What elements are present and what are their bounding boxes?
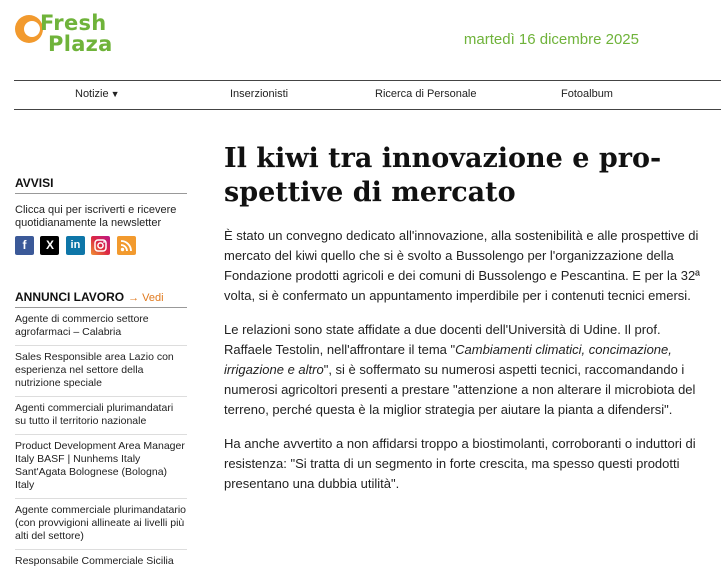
job-item[interactable]: Responsabile Commerciale Sicilia [15,555,174,567]
freshplaza-logo[interactable] [14,12,126,62]
jobs-more-link[interactable]: → Vedi [128,292,164,304]
jobs-heading [15,290,187,308]
social-links [15,236,187,256]
caret-down-icon: ▼ [110,89,120,99]
article [224,142,704,494]
site-header [0,0,721,78]
jobs-heading-label: ANNUNCI LAVORO [15,290,125,304]
job-item[interactable]: Sales Responsible area Lazio con esperienza nel settore della nutrizione speciale [15,346,187,397]
logo-line-1: Fresh [40,11,107,35]
paragraph-text: Le relazioni sono state affidate a due docenti dell'Università di Udine. Il prof. Raffaele Testolin, nell'affrontare il tema " [224,322,661,357]
logo-text [40,13,113,55]
article-paragraph-2 [224,320,704,420]
nav-item-notizie[interactable] [75,88,120,100]
job-item[interactable]: Agenti commerciali plurimandatari su tutto il territorio nazionale [15,397,187,435]
article-title: Il kiwi tra innovazione e pro-spettive di mercato [224,143,662,208]
nav-item-label: Notizie [75,88,109,100]
paragraph-text: ", si è soffermato su numerosi aspetti tecnici, raccomandando i numerosi agricoltori presenti a prestare "attenzione a non alterare il microbiota del terreno, perché questa è la miglior strategia per aiutare la pianta a difendersi". [224,362,696,417]
jobs-section [15,290,187,574]
sidebar [15,176,187,574]
job-item[interactable]: Product Development Area Manager Italy BASF | Nunhems Italy Sant'Agata Bolognese (Bologna) Italy [15,435,187,499]
main-nav [14,80,721,110]
article-paragraph-3: Ha anche avvertito a non affidarsi troppo a biostimolanti, corroboranti o induttori di resistenza: "Si tratta di un segmento in forte crescita, ma spesso questi prodotti presentano una dubbia utilità". [224,436,696,491]
instagram-icon[interactable] [91,236,110,255]
article-paragraph-1: È stato un convegno dedicato all'innovazione, alla sostenibilità e alle prospettive di mercato del kiwi quello che si è svolto a Bussolengo per l'organizzazione della Fondazione prodotti agricoli e dei comuni di Bussolengo e Pescantina. E per la 32ª volta, si è confermato un appuntamento imperdibile per i contenuti tecnici emersi. [224,228,700,303]
job-item[interactable]: Agente commerciale plurimandatario (con provvigioni allineate ai livelli più alti del settore) [15,499,187,550]
job-item[interactable]: Agente di commercio settore agrofarmaci – Calabria [15,308,187,346]
avvisi-heading: AVVISI [15,176,187,194]
x-icon[interactable]: X [40,236,59,255]
nav-item-inserzionisti[interactable]: Inserzionisti [230,88,289,100]
logo-line-2: Plaza [48,32,113,56]
rss-icon[interactable] [117,236,136,255]
facebook-icon[interactable]: f [15,236,34,255]
nav-item-fotoalbum[interactable]: Fotoalbum [561,88,613,100]
nav-item-ricerca-personale[interactable]: Ricerca di Personale [375,88,477,100]
linkedin-icon[interactable]: in [66,236,85,255]
paragraph-emphasis: Cambiamenti climatici, concimazione, irrigazione e altro [224,342,672,377]
newsletter-link[interactable]: Clicca qui per iscriverti e ricevere quotidianamente la newsletter [15,204,177,229]
current-date: martedì 16 dicembre 2025 [463,31,639,48]
